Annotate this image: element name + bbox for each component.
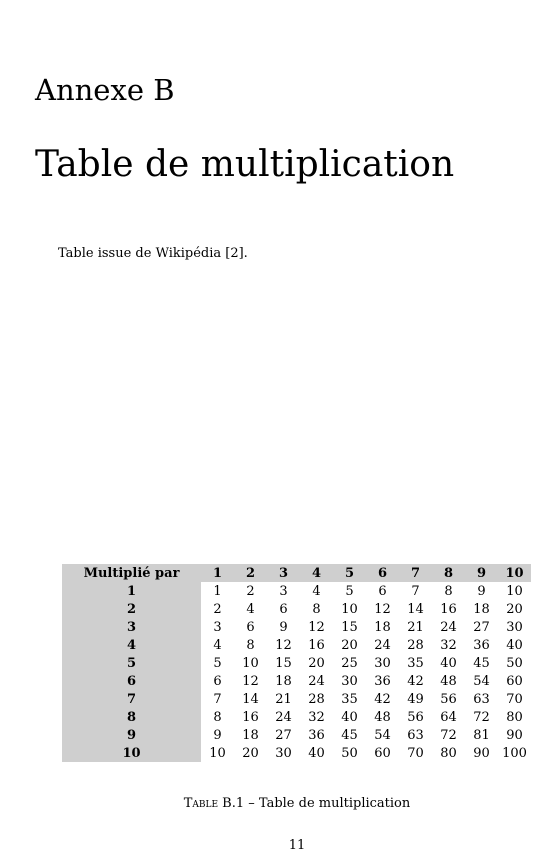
column-header: 4 [300, 564, 333, 582]
table-cell: 10 [498, 582, 531, 600]
table-cell: 12 [234, 672, 267, 690]
table-cell: 60 [366, 744, 399, 762]
table-cell: 7 [399, 582, 432, 600]
table-cell: 63 [465, 690, 498, 708]
column-header: 5 [333, 564, 366, 582]
table-row [62, 582, 531, 600]
row-header: 8 [62, 708, 201, 726]
table-row [62, 618, 531, 636]
column-header: 7 [399, 564, 432, 582]
table-cell: 4 [201, 636, 234, 654]
table-cell: 80 [432, 744, 465, 762]
row-header: 6 [62, 672, 201, 690]
table-cell: 90 [498, 726, 531, 744]
table-cell: 40 [333, 708, 366, 726]
table-cell: 18 [267, 672, 300, 690]
row-header: 9 [62, 726, 201, 744]
caption-prefix: Table B.1 [183, 796, 245, 811]
table-cell: 48 [366, 708, 399, 726]
table-cell: 30 [333, 672, 366, 690]
table-cell: 30 [267, 744, 300, 762]
table-cell: 24 [267, 708, 300, 726]
column-header: 9 [465, 564, 498, 582]
table-row [62, 600, 531, 618]
table-cell: 42 [399, 672, 432, 690]
table-cell: 6 [366, 582, 399, 600]
table-cell: 15 [333, 618, 366, 636]
annexe-label: Annexe B [35, 73, 175, 107]
table-cell: 2 [234, 582, 267, 600]
table-cell: 36 [300, 726, 333, 744]
row-header: 4 [62, 636, 201, 654]
table-row [62, 690, 531, 708]
column-header: 1 [201, 564, 234, 582]
table-cell: 28 [399, 636, 432, 654]
column-header: 8 [432, 564, 465, 582]
table-cell: 3 [201, 618, 234, 636]
table-cell: 18 [366, 618, 399, 636]
table-cell: 56 [399, 708, 432, 726]
table-cell: 4 [234, 600, 267, 618]
table-cell: 8 [201, 708, 234, 726]
table-cell: 36 [465, 636, 498, 654]
row-header: 10 [62, 744, 201, 762]
table-cell: 90 [465, 744, 498, 762]
table-cell: 54 [366, 726, 399, 744]
table-cell: 18 [465, 600, 498, 618]
table-cell: 72 [465, 708, 498, 726]
table-cell: 8 [300, 600, 333, 618]
table-cell: 64 [432, 708, 465, 726]
caption-text: Table de multiplication [258, 796, 411, 811]
table-cell: 40 [300, 744, 333, 762]
chapter-title: Table de multiplication [35, 144, 455, 185]
table-cell: 12 [267, 636, 300, 654]
row-header: 7 [62, 690, 201, 708]
intro-text: Table issue de Wikipédia [2]. [58, 246, 248, 261]
table-cell: 40 [432, 654, 465, 672]
table-cell: 27 [465, 618, 498, 636]
table-row [62, 726, 531, 744]
table-cell: 36 [366, 672, 399, 690]
table-cell: 21 [399, 618, 432, 636]
table-cell: 70 [399, 744, 432, 762]
table-cell: 50 [333, 744, 366, 762]
corner-header: Multiplié par [62, 564, 201, 582]
multiplication-table [62, 564, 531, 762]
table-cell: 10 [333, 600, 366, 618]
column-header: 2 [234, 564, 267, 582]
table-cell: 63 [399, 726, 432, 744]
column-header: 3 [267, 564, 300, 582]
table-cell: 6 [234, 618, 267, 636]
table-cell: 9 [267, 618, 300, 636]
row-header: 5 [62, 654, 201, 672]
table-cell: 16 [234, 708, 267, 726]
table-cell: 20 [234, 744, 267, 762]
table-cell: 70 [498, 690, 531, 708]
table-cell: 6 [267, 600, 300, 618]
table-cell: 4 [300, 582, 333, 600]
table-cell: 40 [498, 636, 531, 654]
row-header: 2 [62, 600, 201, 618]
table-cell: 8 [234, 636, 267, 654]
table-cell: 5 [333, 582, 366, 600]
table-cell: 21 [267, 690, 300, 708]
table-cell: 18 [234, 726, 267, 744]
table-cell: 2 [201, 600, 234, 618]
table-cell: 24 [300, 672, 333, 690]
table-cell: 20 [333, 636, 366, 654]
table-cell: 10 [234, 654, 267, 672]
row-header: 3 [62, 618, 201, 636]
table-cell: 20 [300, 654, 333, 672]
column-header: 6 [366, 564, 399, 582]
table-cell: 3 [267, 582, 300, 600]
table-cell: 50 [498, 654, 531, 672]
table-cell: 32 [432, 636, 465, 654]
table-cell: 49 [399, 690, 432, 708]
table-cell: 54 [465, 672, 498, 690]
table-cell: 24 [432, 618, 465, 636]
table-cell: 45 [333, 726, 366, 744]
table-cell: 35 [399, 654, 432, 672]
table-cell: 72 [432, 726, 465, 744]
table-row [62, 636, 531, 654]
column-header: 10 [498, 564, 531, 582]
table-cell: 56 [432, 690, 465, 708]
table-cell: 14 [234, 690, 267, 708]
table-cell: 16 [300, 636, 333, 654]
table-cell: 15 [267, 654, 300, 672]
table-cell: 30 [366, 654, 399, 672]
table-cell: 32 [300, 708, 333, 726]
table-cell: 80 [498, 708, 531, 726]
table-cell: 9 [465, 582, 498, 600]
table-row [62, 672, 531, 690]
page-number: 11 [288, 838, 306, 853]
table-cell: 7 [201, 690, 234, 708]
table-cell: 1 [201, 582, 234, 600]
table-cell: 81 [465, 726, 498, 744]
table-cell: 10 [201, 744, 234, 762]
table-cell: 35 [333, 690, 366, 708]
table-cell: 8 [432, 582, 465, 600]
table-cell: 60 [498, 672, 531, 690]
table-cell: 14 [399, 600, 432, 618]
table-cell: 42 [366, 690, 399, 708]
table-cell: 5 [201, 654, 234, 672]
table-body [62, 582, 531, 762]
table-cell: 20 [498, 600, 531, 618]
table-caption [0, 796, 558, 811]
table-cell: 6 [201, 672, 234, 690]
table-row [62, 654, 531, 672]
table-cell: 100 [498, 744, 531, 762]
table-row [62, 744, 531, 762]
table-cell: 9 [201, 726, 234, 744]
table-cell: 24 [366, 636, 399, 654]
table-cell: 30 [498, 618, 531, 636]
table-cell: 28 [300, 690, 333, 708]
table-cell: 16 [432, 600, 465, 618]
caption-separator: – [244, 796, 259, 811]
table-cell: 48 [432, 672, 465, 690]
table-header-row [62, 564, 531, 582]
table-cell: 25 [333, 654, 366, 672]
row-header: 1 [62, 582, 201, 600]
table-cell: 27 [267, 726, 300, 744]
table-cell: 12 [366, 600, 399, 618]
table-cell: 12 [300, 618, 333, 636]
table-cell: 45 [465, 654, 498, 672]
table-row [62, 708, 531, 726]
